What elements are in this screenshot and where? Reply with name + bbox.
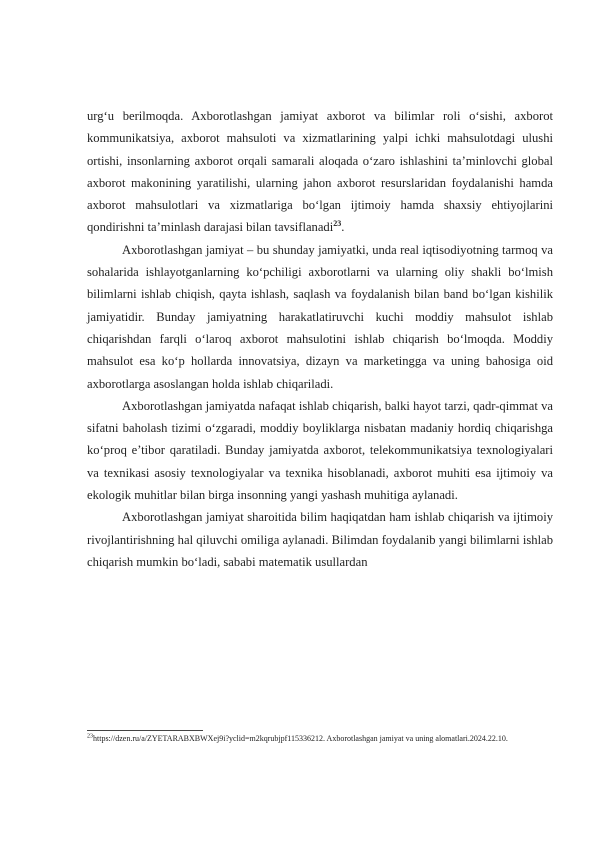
footnote [87,733,527,744]
paragraph-2: Axborotlashgan jamiyat – bu shunday jamiyatki, unda real iqtisodiyotning tarmoq va sohalarida ishlayotganlarning ko‘pchiligi axborotlarni va ularning oliy shakli bo‘lmish bilimlarni ishlab chiqish, qayta ishlash, saqlash va foydalanish bilan band bo‘lgan kishilik jamiyatidir. Bunday jamiyatning harakatlatiruvchi kuchi moddiy mahsulot ishlab chiqarishdan farqli o‘laroq axborot mahsulotini ishlab chiqarish bo‘lmoqda. Moddiy mahsulot esa ko‘p hollarda innovatsiya, dizayn va marketingga va uning bahosiga oid axborotlarga asoslangan holda ishlab chiqariladi. [87,242,553,391]
footnote-separator [87,730,203,731]
paragraph-4: Axborotlashgan jamiyat sharoitida bilim haqiqatdan ham ishlab chiqarish va ijtimoiy rivojlantirishning hal qiluvchi omiliga aylanadi. Bilimdan foydalanib yangi bilimlarni ishlab chiqarish mumkin bo‘ladi, sababi matematik usullardan [87,510,553,569]
footnote-number: 23 [87,733,93,740]
footnote-reference[interactable]: 23 [333,219,342,229]
paragraph-1-text: urg‘u berilmoqda. Axborotlashgan jamiyat axborot va bilimlar roli o‘sishi, axborot kommunikatsiya, axborot mahsuloti va xizmatlarining yalpi ichki mahsulotdagi ulushi ortishi, insonlarning axborot orqali samarali aloqada o‘zaro ishlashini ta’minlovchi global axborot makonining yaratilishi, ularning jahon axborot resurslaridan foydalanishi hamda axborot mahsulotlari va xizmatlariga bo‘lgan ijtimoiy hamda shaxsiy ehtiyojlarini qondirishni ta’minlash darajasi bilan tavsiflanadi [87,109,553,235]
paragraph-1 [87,105,553,239]
footnote-text[interactable]: https://dzen.ru/a/ZYETARABXBWXej9i?yclid=m2kqrubjpf115336212. Axborotlashgan jamiyat va uning alomatlari.2024.22.10. [93,734,508,743]
body-text [87,105,553,573]
paragraph-3: Axborotlashgan jamiyatda nafaqat ishlab chiqarish, balki hayot tarzi, qadr-qimmat va sifatni baholash tizimi o‘zgaradi, moddiy boyliklarga nisbatan madaniy hordiq chiqarishga ko‘proq e’tibor qaratiladi. Bunday jamiyatda axborot, telekommunikatsiya texnologiyalari va texnikasi asosiy texnologiyalar va texnika hisoblanadi, axborot muhiti esa ijtimoiy va ekologik muhitlar bilan birga insonning yangi yashash muhitiga aylanadi. [87,398,553,503]
paragraph-1-tail: . [341,220,345,235]
